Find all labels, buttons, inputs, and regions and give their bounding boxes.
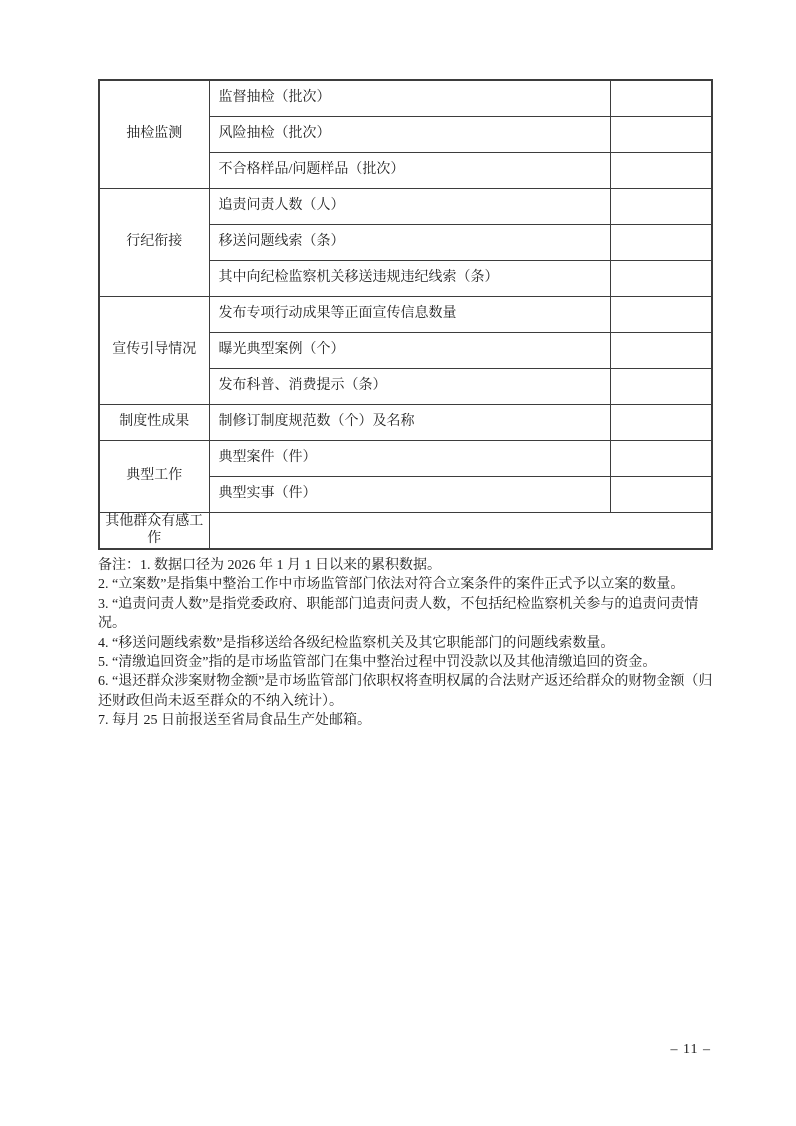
item-cell: 典型实事（件） — [209, 477, 610, 513]
value-cell — [610, 261, 712, 297]
value-cell — [610, 189, 712, 225]
note-line: 5. “清缴追回资金”指的是市场监管部门在集中整治过程中罚没款以及其他清缴追回的资金。 — [98, 655, 657, 671]
category-cell-typical-work: 典型工作 — [99, 441, 209, 513]
value-cell — [610, 405, 712, 441]
category-cell-sampling-monitoring: 抽检监测 — [99, 80, 209, 189]
table-row — [99, 297, 712, 333]
item-cell: 监督抽检（批次） — [209, 80, 610, 117]
category-cell-other-public-perceived-work: 其他群众有感工作 — [99, 513, 209, 550]
value-cell — [610, 80, 712, 117]
value-cell — [610, 333, 712, 369]
item-cell: 发布科普、消费提示（条） — [209, 369, 610, 405]
category-cell-publicity-guidance: 宣传引导情况 — [99, 297, 209, 405]
item-cell: 追责问责人数（人） — [209, 189, 610, 225]
item-cell: 风险抽检（批次） — [209, 117, 610, 153]
note-line: 3. “追责问责人数”是指党委政府、职能部门追责问责人数，不包括纪检监察机关参与的追责问责情况。 — [98, 596, 699, 632]
item-cell: 制修订制度规范数（个）及名称 — [209, 405, 610, 441]
table-row — [99, 189, 712, 225]
item-cell: 移送问题线索（条） — [209, 225, 610, 261]
note-line: 6. “退还群众涉案财物金额”是市场监管部门依职权将查明权属的合法财产返还给群众的财物金额（归还财政但尚未返至群众的不纳入统计）。 — [98, 674, 713, 709]
report-table — [98, 79, 713, 550]
table-row — [99, 513, 712, 550]
value-cell — [610, 117, 712, 153]
value-cell — [610, 153, 712, 189]
value-cell — [610, 369, 712, 405]
item-cell: 不合格样品/问题样品（批次） — [209, 153, 610, 189]
note-line: 备注：1. 数据口径为 2026 年 1 月 1 日以来的累积数据。 — [98, 558, 441, 573]
category-cell-discipline-linkage: 行纪衔接 — [99, 189, 209, 297]
value-cell — [610, 477, 712, 513]
note-line: 4. “移送问题线索数”是指移送给各级纪检监察机关及其它职能部门的问题线索数量。 — [98, 635, 615, 651]
note-line: 2. “立案数”是指集中整治工作中市场监管部门依法对符合立案条件的案件正式予以立案的数量。 — [98, 577, 685, 593]
item-cell: 其中向纪检监察机关移送违规违纪线索（条） — [209, 261, 610, 297]
note-line: 7. 每月 25 日前报送至省局食品生产处邮箱。 — [98, 713, 371, 729]
category-cell-institutional-achievements: 制度性成果 — [99, 405, 209, 441]
value-cell — [610, 441, 712, 477]
page-number: – 11 – — [670, 1042, 711, 1057]
item-cell: 典型案件（件） — [209, 441, 610, 477]
merged-empty-cell — [209, 513, 712, 550]
item-cell: 曝光典型案例（个） — [209, 333, 610, 369]
table-row — [99, 80, 712, 117]
value-cell — [610, 297, 712, 333]
item-cell: 发布专项行动成果等正面宣传信息数量 — [209, 297, 610, 333]
notes-section — [98, 556, 716, 731]
value-cell — [610, 225, 712, 261]
table-row — [99, 441, 712, 477]
table-row — [99, 405, 712, 441]
